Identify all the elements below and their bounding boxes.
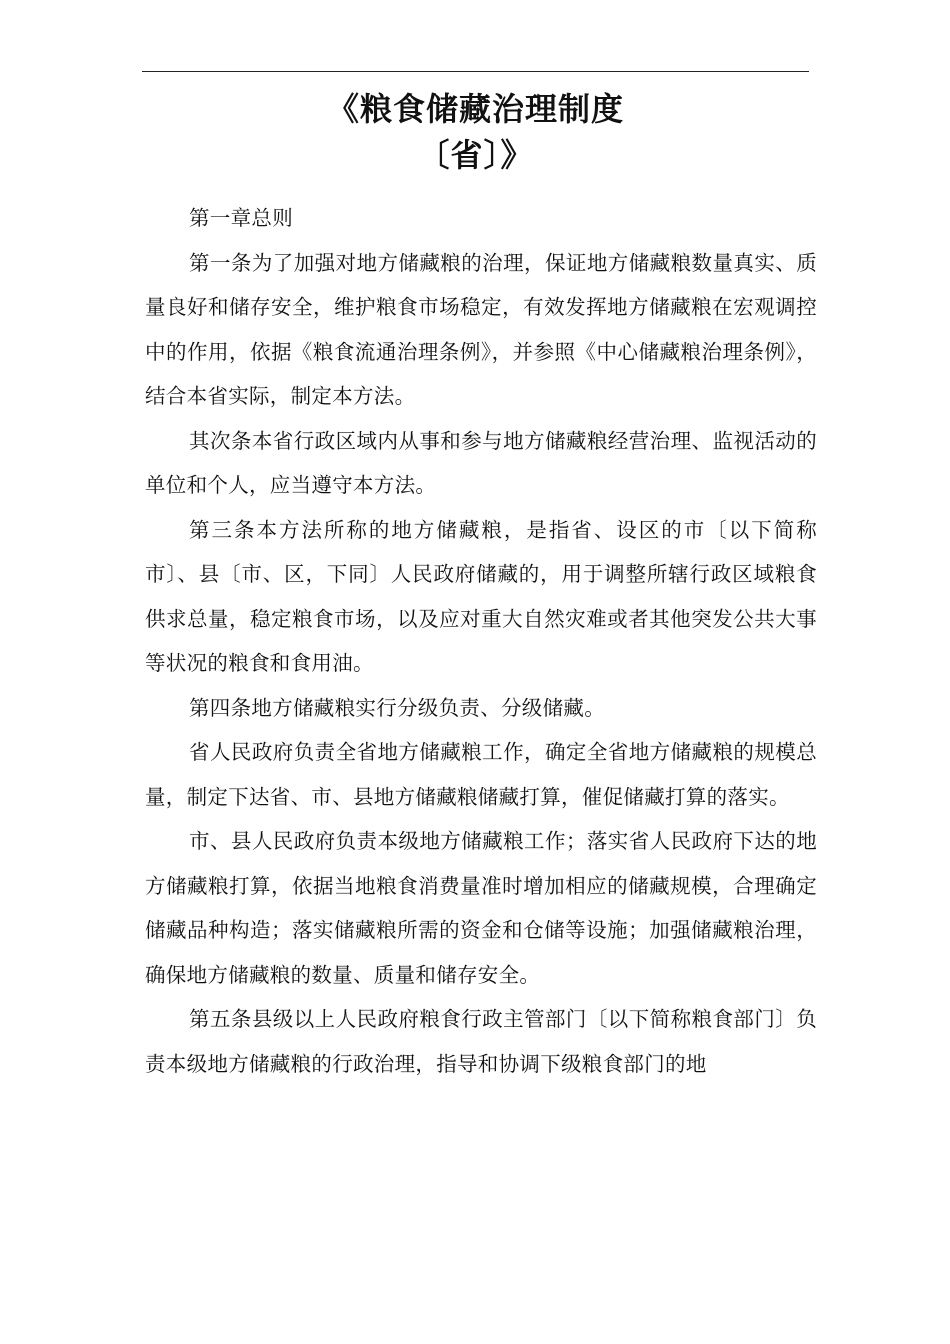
document-body [145,196,817,1086]
header-rule [142,71,809,72]
title-line-2: 〔省〕》 [417,136,534,174]
article-4-paragraph: 第四条地方储藏粮实行分级负责、分级储藏。 [189,695,605,720]
title-line-1: 《粮食储藏治理制度 [326,90,624,128]
document-title [142,86,809,178]
article-2-paragraph: 其次条本省行政区域内从事和参与地方储藏粮经营治理、监视活动的单位和个人，应当遵守本方法。 [145,428,817,497]
county-duty-paragraph: 市、县人民政府负责本级地方储藏粮工作；落实省人民政府下达的地方储藏粮打算，依据当地粮食消费量准时增加相应的储藏规模，合理确定储藏品种构造；落实储藏粮所需的资金和仓储等设施；加强储藏粮治理，确保地方储藏粮的数量、质量和储存安全。 [145,829,817,987]
article-5-paragraph: 第五条县级以上人民政府粮食行政主管部门〔以下简称粮食部门〕负责本级地方储藏粮的行政治理，指导和协调下级粮食部门的地 [145,1007,817,1076]
chapter-heading: 第一章总则 [189,206,293,230]
provincial-duty-paragraph: 省人民政府负责全省地方储藏粮工作，确定全省地方储藏粮的规模总量，制定下达省、市、县地方储藏粮储藏打算，催促储藏打算的落实。 [145,740,817,809]
article-1-paragraph: 第一条为了加强对地方储藏粮的治理，保证地方储藏粮数量真实、质量良好和储存安全，维护粮食市场稳定，有效发挥地方储藏粮在宏观调控中的作用，依据《粮食流通治理条例》，并参照《中心储藏粮治理条例》，结合本省实际，制定本方法。 [145,250,817,408]
article-3-paragraph: 第三条本方法所称的地方储藏粮，是指省、设区的市〔以下简称市〕、县〔市、区，下同〕人民政府储藏的，用于调整所辖行政区域粮食供求总量，稳定粮食市场，以及应对重大自然灾难或者其他突发公共大事等状况的粮食和食用油。 [145,517,817,675]
